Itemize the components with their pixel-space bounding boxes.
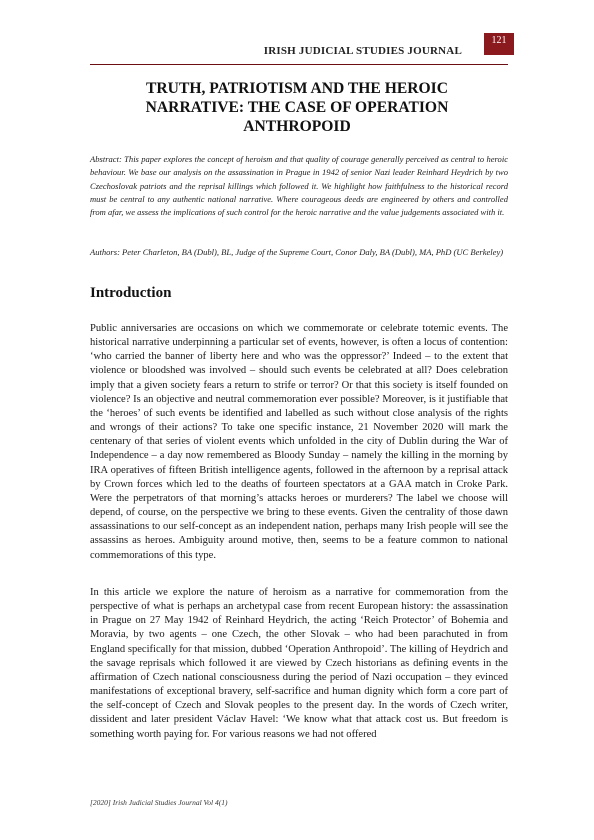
footer-citation: [2020] Irish Judicial Studies Journal Vol 4(1) [90,798,228,807]
authors: Authors: Peter Charleton, BA (Dubl), BL, Judge of the Supreme Court, Conor Daly, BA (Dubl), MA, PhD (UC Berkeley) [90,247,504,257]
body-paragraph: Public anniversaries are occasions on which we commemorate or celebrate totemic events. The historical narrative underpinning a particular set of events, however, is often a locus of contention: ‘who carried the banner of liberty here and who was the oppressor?’ Indeed – to the extent that violence or bloodshed was involved – should such events be celebrated at all? Does celebration imply that a given society fears a return to strife or terror? Or that this society is itself founded on violence? Is an objective and neutral commemoration ever possible? Moreover, is it justifiable that the ‘heroes’ of such events be identified and labelled as such without close analysis of the rights and wrongs of their actions? To take one specific instance, 21 November 2020 will mark the centenary of that series of violent events which unfolded in the city of Dublin during the War of Independence – a day now remembered as Bloody Sunday – namely the killing in the morning by IRA operatives of fifteen British intelligence agents, followed in the afternoon by a reprisal attack by Crown forces which led to the deaths of fourteen spectators at a GAA match in Croke Park. Were the perpetrators of that morning’s attacks heroes or murderers? The label we choose will depend, of course, on the perspective we bring to these events. Given the centrality of those dawn assassinations to our self-concept as an independent nation, perhaps many Irish people will see the assassins as heroes. Ambiguity around motive, then, seems to be a feature common to national commemorations of this type. [90,323,508,561]
page-number: 121 [484,33,514,55]
journal-title: IRISH JUDICIAL STUDIES JOURNAL [263,45,462,57]
body-paragraph: In this article we explore the nature of heroism as a narrative for commemoration from the perspective of what is perhaps an archetypal case from recent European history: the assassination in Prague on 27 May 1942 of Reinhard Heydrich, the acting ‘Reich Protector’ of Bohemia and Moravia, by two agents – one Czech, the other Slovak – who had been parachuted in from England specifically for that mission, dubbed ‘Operation Anthropoid’. The killing of Heydrich and the savage reprisals which followed it are viewed by Czech historians as defining events in the affirmation of Czech national consciousness during the period of Nazi occupation – they evinced manifestations of exceptional bravery, self-sacrifice and human dignity which form a core part of the self-concept of Czech and Slovak peoples to the present day. In the words of Czech writer, dissident and later president Václav Havel: ‘We know what that attack cost us. But freedom is something worth paying for. For various reasons we had not offered [90,587,508,740]
article-title: TRUTH, PATRIOTISM AND THE HEROIC NARRATIVE: THE CASE OF OPERATION ANTHROPOID [145,80,449,135]
section-heading: Introduction [90,285,172,301]
abstract: Abstract: This paper explores the concept of heroism and that quality of courage generally perceived as central to heroic behaviour. We base our analysis on the assassination in Prague in 1942 of senior Nazi leader Reinhard Heydrich by two Czechoslovak patriots and the reprisal killings which followed it. We highlight how faithfulness to the historical record must be central to any authentic national narrative. Where courageous deeds are engineered by others and controlled from afar, we assess the implications of such control for the heroic narrative and the value judgements associated with it. [90,154,508,218]
running-header [90,42,508,65]
